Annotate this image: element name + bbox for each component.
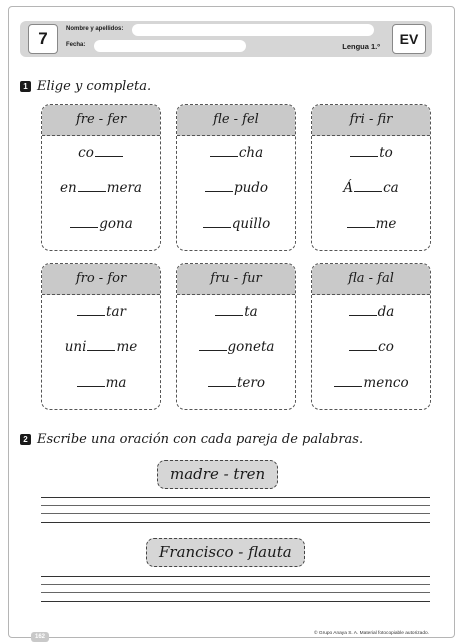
word-row bbox=[177, 145, 295, 161]
word-suffix: menco bbox=[363, 375, 409, 391]
word-prefix: uni bbox=[64, 339, 87, 355]
fill-blank[interactable] bbox=[354, 191, 382, 192]
word-prefix: co bbox=[78, 145, 94, 161]
syllable-card-header: fle - fel bbox=[177, 105, 295, 136]
word-suffix: ta bbox=[244, 304, 258, 320]
fill-blank[interactable] bbox=[203, 227, 231, 228]
fill-blank[interactable] bbox=[77, 386, 105, 387]
word-suffix: cha bbox=[238, 145, 264, 161]
word-row bbox=[312, 375, 430, 391]
word-suffix: tero bbox=[237, 375, 265, 391]
syllable-card-header: fro - for bbox=[42, 264, 160, 295]
syllable-card bbox=[311, 263, 431, 410]
word-suffix: quillo bbox=[231, 216, 271, 232]
fill-blank[interactable] bbox=[334, 386, 362, 387]
name-field[interactable] bbox=[132, 24, 374, 36]
syllable-card bbox=[41, 104, 161, 251]
fill-blank[interactable] bbox=[199, 350, 227, 351]
syllable-card-header: fre - fer bbox=[42, 105, 160, 136]
word-row bbox=[42, 304, 160, 320]
header-bar bbox=[20, 21, 432, 57]
word-suffix: to bbox=[379, 145, 393, 161]
writing-lines-2[interactable] bbox=[41, 576, 430, 602]
copyright-notice: © Grupo Anaya S. A. Material fotocopiable autorizado. bbox=[314, 631, 429, 636]
syllable-card-header: fri - fir bbox=[312, 105, 430, 136]
activity-2-title: Escribe una oración con cada pareja de palabras. bbox=[37, 432, 364, 447]
word-suffix: da bbox=[377, 304, 395, 320]
fill-blank[interactable] bbox=[350, 156, 378, 157]
fill-blank[interactable] bbox=[347, 227, 375, 228]
name-label: Nombre y apellidos: bbox=[66, 26, 124, 32]
activity-2-number: 2 bbox=[20, 434, 31, 445]
word-row bbox=[42, 180, 160, 196]
word-row bbox=[177, 216, 295, 232]
fill-blank[interactable] bbox=[349, 350, 377, 351]
fill-blank[interactable] bbox=[70, 227, 98, 228]
fill-blank[interactable] bbox=[205, 191, 233, 192]
word-suffix: me bbox=[375, 216, 397, 232]
word-row bbox=[177, 375, 295, 391]
fill-blank[interactable] bbox=[77, 315, 105, 316]
word-row bbox=[312, 216, 430, 232]
word-suffix: gona bbox=[99, 216, 133, 232]
activity-1-number: 1 bbox=[20, 81, 31, 92]
word-row bbox=[312, 304, 430, 320]
fill-blank[interactable] bbox=[78, 191, 106, 192]
syllable-card-header: fru - fur bbox=[177, 264, 295, 295]
word-row bbox=[177, 339, 295, 355]
word-pair-1: madre - tren bbox=[157, 460, 278, 489]
fill-blank[interactable] bbox=[210, 156, 238, 157]
activity-1-title: Elige y completa. bbox=[37, 79, 152, 94]
activity-2-heading bbox=[20, 432, 363, 447]
date-field[interactable] bbox=[94, 40, 246, 52]
word-suffix: goneta bbox=[227, 339, 275, 355]
word-row bbox=[42, 145, 160, 161]
word-row bbox=[42, 339, 160, 355]
word-prefix: Á bbox=[343, 180, 354, 196]
word-row bbox=[312, 339, 430, 355]
syllable-card bbox=[176, 104, 296, 251]
page-number: 162 bbox=[31, 632, 49, 642]
word-row bbox=[312, 145, 430, 161]
word-suffix: tar bbox=[106, 304, 126, 320]
syllable-card bbox=[41, 263, 161, 410]
subject-label: Lengua 1.º bbox=[342, 42, 380, 51]
fill-blank[interactable] bbox=[349, 315, 377, 316]
word-suffix: pudo bbox=[233, 180, 269, 196]
fill-blank[interactable] bbox=[95, 156, 123, 157]
date-label: Fecha: bbox=[66, 42, 86, 48]
word-row bbox=[42, 216, 160, 232]
fill-blank[interactable] bbox=[215, 315, 243, 316]
evaluation-badge: EV bbox=[392, 24, 426, 54]
word-row bbox=[177, 304, 295, 320]
word-suffix: mera bbox=[106, 180, 142, 196]
word-suffix: ca bbox=[383, 180, 399, 196]
fill-blank[interactable] bbox=[208, 386, 236, 387]
activity-1-heading bbox=[20, 79, 151, 94]
word-row bbox=[42, 375, 160, 391]
writing-lines-1[interactable] bbox=[41, 497, 430, 523]
word-pair-2: Francisco - flauta bbox=[146, 538, 305, 567]
word-suffix: ma bbox=[105, 375, 127, 391]
word-suffix: me bbox=[116, 339, 138, 355]
word-suffix: co bbox=[378, 339, 394, 355]
fill-blank[interactable] bbox=[87, 350, 115, 351]
syllable-card-header: fla - fal bbox=[312, 264, 430, 295]
word-row bbox=[177, 180, 295, 196]
word-row bbox=[312, 180, 430, 196]
word-prefix: en bbox=[60, 180, 77, 196]
syllable-card bbox=[311, 104, 431, 251]
unit-number: 7 bbox=[28, 24, 58, 54]
syllable-card bbox=[176, 263, 296, 410]
